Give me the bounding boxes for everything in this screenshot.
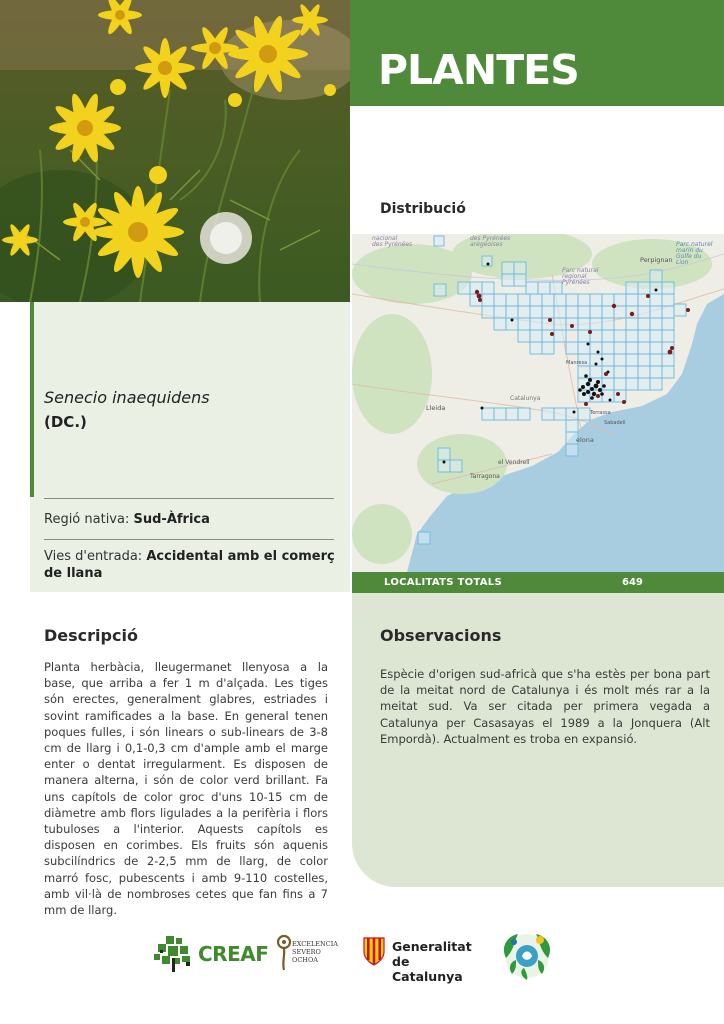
senyera-shield-icon <box>362 936 386 966</box>
map-label: Parc naturel <box>676 241 713 248</box>
observations-panel <box>352 593 724 887</box>
entry-route-value: Accidental amb el comerç de llana <box>44 549 335 581</box>
entry-route-label: Vies d'entrada: <box>44 549 143 564</box>
map-label-terrassa: Terrassa <box>590 410 611 416</box>
observations-heading: Observacions <box>380 626 502 645</box>
header-band <box>350 0 724 106</box>
creaf-wordmark: CREAF <box>198 942 269 966</box>
map-label: Lion <box>676 259 689 266</box>
creaf-logo <box>152 934 269 974</box>
entry-route-field <box>44 548 344 582</box>
generalitat-wordmark: Generalitat de Catalunya <box>392 939 472 984</box>
species-photo <box>0 0 350 302</box>
map-label: Golfe du <box>676 253 702 260</box>
map-label-manresa: Manresa <box>566 360 588 366</box>
map-label: arégeoises <box>470 241 503 248</box>
severo-ochoa-logo <box>276 934 346 974</box>
map-label: nacional <box>372 235 398 242</box>
native-region-value: Sud-Àfrica <box>133 512 210 527</box>
map-label: regional <box>562 273 587 280</box>
map-label-vendrell: el Vendrell <box>498 459 530 466</box>
description-text: Planta herbàcia, lleugermanet llenyosa a la base, que arriba a fer 1 m d'alçada. Les tiges són erectes, generalment glabres, estriades i sovint ramificades a la base. En general tenen poques fulles, i són linears o sub-linears de 3-8 cm de llarg i 0,1-0,3 cm d'ample amb el marge enter o dentat irregularment. Es disposen de manera alterna, i són de color verd brillant. Fa uns capítols de color groc d'uns 10-15 cm de diàmetre amb flors ligulades a la perifèria i flors tubuloses a l'interior. Aquests capítols es disposen en corimbes. Els fruits són aquenis subcilíndrics de 2-2,5 mm de llarg, de color marró fosc, pubescents i amb 9-110 costelles, amb vil·là de nombroses cetes que fan fins a 7 mm de llarg. <box>44 660 328 918</box>
map-label-catalunya: Catalunya <box>510 395 541 402</box>
map-label: Parc natural <box>562 267 599 274</box>
observations-text: Espècie d'origen sud-africà que s'ha estès per bona part de la meitat nord de Catalunya i és molt més rar a la meitat sud. Va ser citada per primera vegada a Catalunya per Casasayas el 1989 a la Jonquera (Alt Empordà). Actualment es troba en expansió. <box>380 667 710 746</box>
localities-bar <box>352 572 724 593</box>
map-label-sabadell: Sabadell <box>604 420 626 426</box>
map-label-lleida: Lleida <box>426 404 446 412</box>
description-heading: Descripció <box>44 626 138 645</box>
distribution-heading: Distribució <box>380 201 466 217</box>
distribution-map <box>352 234 724 572</box>
native-region-label: Regió nativa: <box>44 512 130 527</box>
species-name: Senecio inaequidens <box>44 388 210 407</box>
map-label-barcelona: elona <box>576 436 594 444</box>
exotic-species-icon <box>498 928 556 982</box>
map-label-perpignan: Perpignan <box>640 256 673 264</box>
creaf-tree-icon <box>152 934 196 974</box>
generalitat-logo <box>362 936 478 984</box>
map-label: des Pyrénées <box>470 235 511 242</box>
map-label: des Pyrénées <box>372 241 413 248</box>
map-label-tarragona: Tarragona <box>470 473 500 480</box>
map-label: Pyrénées <box>562 279 590 286</box>
native-region-field <box>44 511 344 528</box>
severo-ochoa-icon <box>276 934 292 974</box>
species-accent-bar <box>30 302 34 497</box>
localities-count: 649 <box>622 577 643 588</box>
invasive-species-logo <box>498 928 556 982</box>
page-title: PLANTES <box>378 46 579 94</box>
localities-label: LOCALITATS TOTALS <box>384 577 502 588</box>
species-panel <box>30 302 350 592</box>
severo-ochoa-text: EXCELENCIA SEVERO OCHOA <box>292 940 338 964</box>
species-author: (DC.) <box>44 413 87 431</box>
divider <box>44 539 334 540</box>
divider <box>44 498 334 499</box>
map-label: marin du <box>676 247 703 254</box>
